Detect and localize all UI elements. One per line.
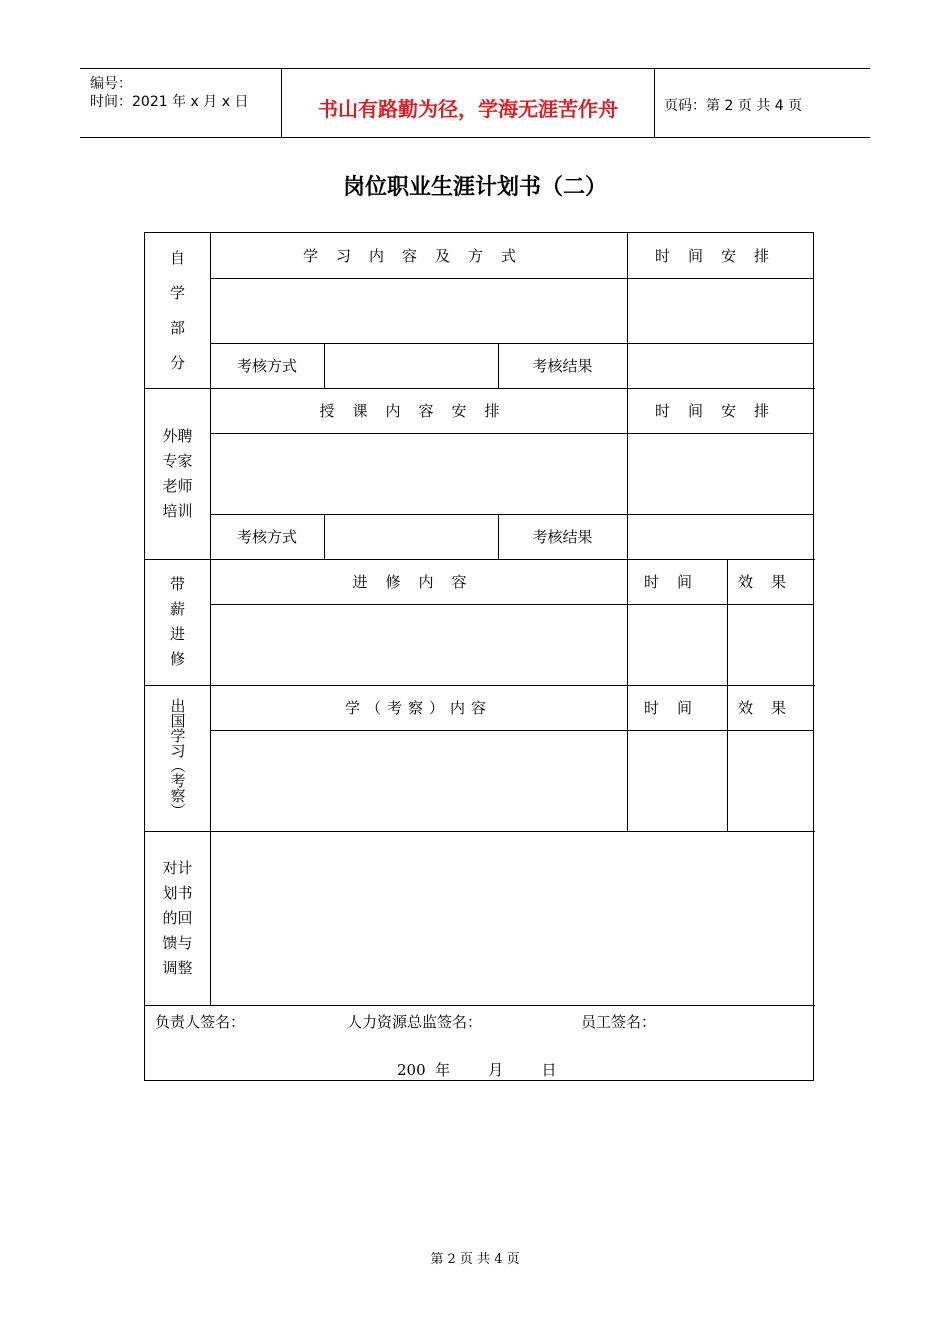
col-header-content: 授课内容安排 [319,402,518,420]
assess-method-label: 考核方式 [236,528,297,546]
content-field[interactable] [210,278,627,343]
assess-method-field[interactable] [324,514,498,559]
section-label-expert-training: 外聘专家老师培训 [162,426,193,520]
col-header-effect: 效果 [737,573,804,591]
col-header-time: 时间安排 [654,402,787,420]
section-label-abroad: 出国学习（考察） [168,698,187,818]
col-header-content: 学习内容及方式 [302,247,534,265]
section-label-paid-study: 带薪进修 [169,575,185,668]
assess-result-field[interactable] [627,343,815,388]
responsible-signature-label: 负责人签名： [155,1013,246,1031]
plan-table [144,232,814,1081]
content-field[interactable] [210,604,627,685]
assess-method-field[interactable] [324,343,498,388]
col-header-effect: 效果 [737,699,804,717]
motto: 书山有路勤为径，学海无涯苦作舟 [318,97,618,121]
assess-result-label: 考核结果 [532,357,593,375]
col-header-content: 学（考察）内容 [344,699,492,717]
page-title: 岗位职业生涯计划书（二） [342,175,607,200]
page-info: 页码：第 2 页 共 4 页 [664,98,803,114]
employee-signature-label: 员工签名： [581,1013,657,1031]
hr-director-signature-label: 人力资源总监签名： [347,1013,483,1031]
time-label: 时间：2021 年 x 月 x 日 [90,94,249,110]
col-header-time: 时间 [643,573,710,591]
effect-field[interactable] [727,604,815,685]
assess-result-field[interactable] [627,514,815,559]
page-header [80,68,870,138]
page-footer: 第 2 页 共 4 页 [430,1252,520,1267]
section-label-feedback: 对计划书的回馈与调整 [162,858,193,977]
feedback-field[interactable] [210,831,815,1005]
time-field[interactable] [627,604,727,685]
time-field[interactable] [627,433,815,514]
content-field[interactable] [210,730,627,831]
signature-date: 200 年 月 日 [397,1061,557,1079]
col-header-time: 时间安排 [654,247,787,265]
time-field[interactable] [627,278,815,343]
effect-field[interactable] [727,730,815,831]
content-field[interactable] [210,433,627,514]
assess-result-label: 考核结果 [532,528,593,546]
col-header-content: 进修内容 [352,573,485,591]
time-field[interactable] [627,730,727,831]
section-divider [145,1005,815,1006]
col-header-time: 时间 [643,699,710,717]
assess-method-label: 考核方式 [236,357,297,375]
section-label-self-study: 自学部分 [169,248,185,372]
header-divider [654,69,655,137]
number-label: 编号： [90,76,132,92]
